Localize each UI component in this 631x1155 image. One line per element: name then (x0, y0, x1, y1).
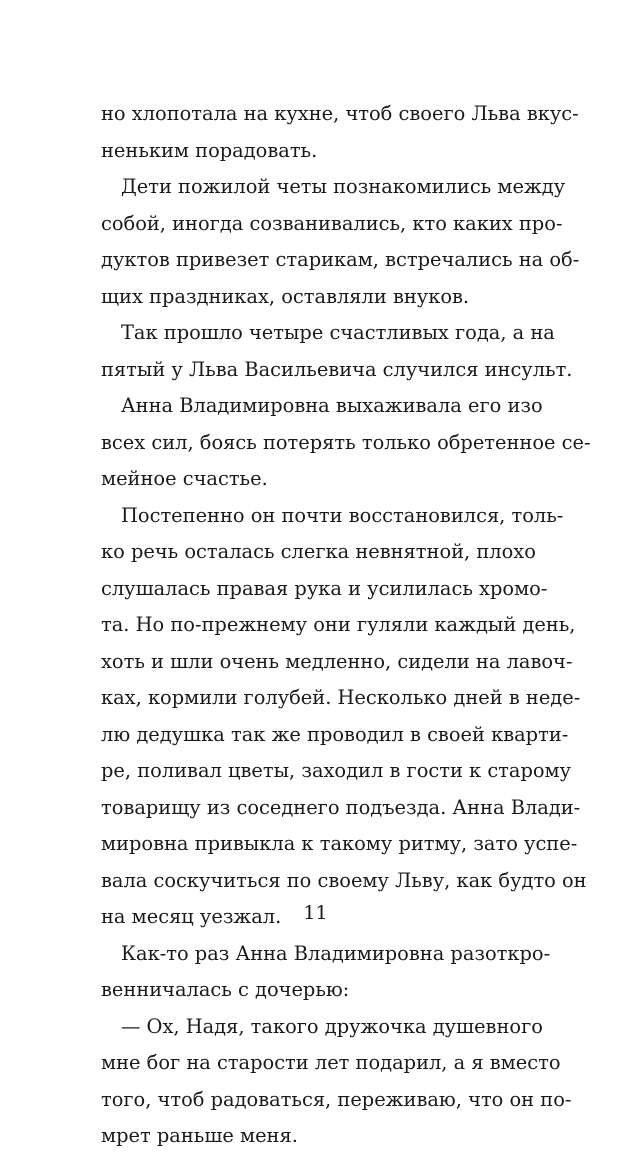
text-line: мировна привыкла к такому ритму, зато успе- (101, 832, 578, 855)
text-line: дуктов привезет старикам, встречались на об- (101, 248, 580, 271)
text-line: та. Но по-прежнему они гуляли каждый день, (101, 613, 576, 636)
text-line: ках, кормили голубей. Несколько дней в неде- (101, 686, 581, 709)
text-line: хоть и шли очень медленно, сидели на лавоч- (101, 649, 573, 673)
text-line: вала соскучиться по своему Льву, как будто он (101, 868, 587, 892)
text-line: щих праздниках, оставляли внуков. (101, 284, 470, 308)
book-page-text (101, 96, 591, 1155)
text-line: того, чтоб радоваться, переживаю, что он по- (101, 1087, 572, 1111)
text-line: Как-то раз Анна Владимировна разоткро- (121, 941, 551, 965)
text-line: ко речь осталась слегка невнятной, плохо (101, 540, 536, 563)
text-line: ре, поливал цветы, заходил в гости к старому (101, 759, 572, 782)
text-line: лю дедушка так же проводил в своей кварти- (101, 722, 569, 746)
text-line: венничалась с дочерью: (101, 978, 350, 1001)
text-line: Так прошло четыре счастливых года, а на (121, 321, 555, 344)
text-line: Анна Владимировна выхаживала его изо (121, 394, 543, 417)
text-line: неньким порадовать. (101, 138, 318, 162)
text-line: собой, иногда созванивались, кто каких про- (101, 211, 563, 235)
text-line: мрет раньше меня. (101, 1124, 298, 1147)
text-line: товарищу из соседнего подъезда. Анна Влади- (101, 795, 581, 819)
text-line: Дети пожилой четы познакомились между (121, 175, 566, 198)
text-line: мейное счастье. (101, 467, 268, 490)
text-line: — Ох, Надя, такого дружочка душевного (121, 1014, 543, 1038)
text-line: но хлопотала на кухне, чтоб своего Льва вкус- (101, 102, 579, 125)
text-line: всех сил, боясь потерять только обретенное се- (101, 430, 591, 454)
text-line: слушалась правая рука и усилилась хромо- (101, 576, 548, 600)
text-line: на месяц уезжал. (101, 905, 282, 928)
text-line: мне бог на старости лет подарил, а я вместо (101, 1051, 561, 1074)
text-line: Постепенно он почти восстановился, толь- (121, 503, 564, 527)
page-number: 11 (303, 902, 328, 924)
text-line: пятый у Льва Васильевича случился инсульт. (101, 357, 573, 381)
